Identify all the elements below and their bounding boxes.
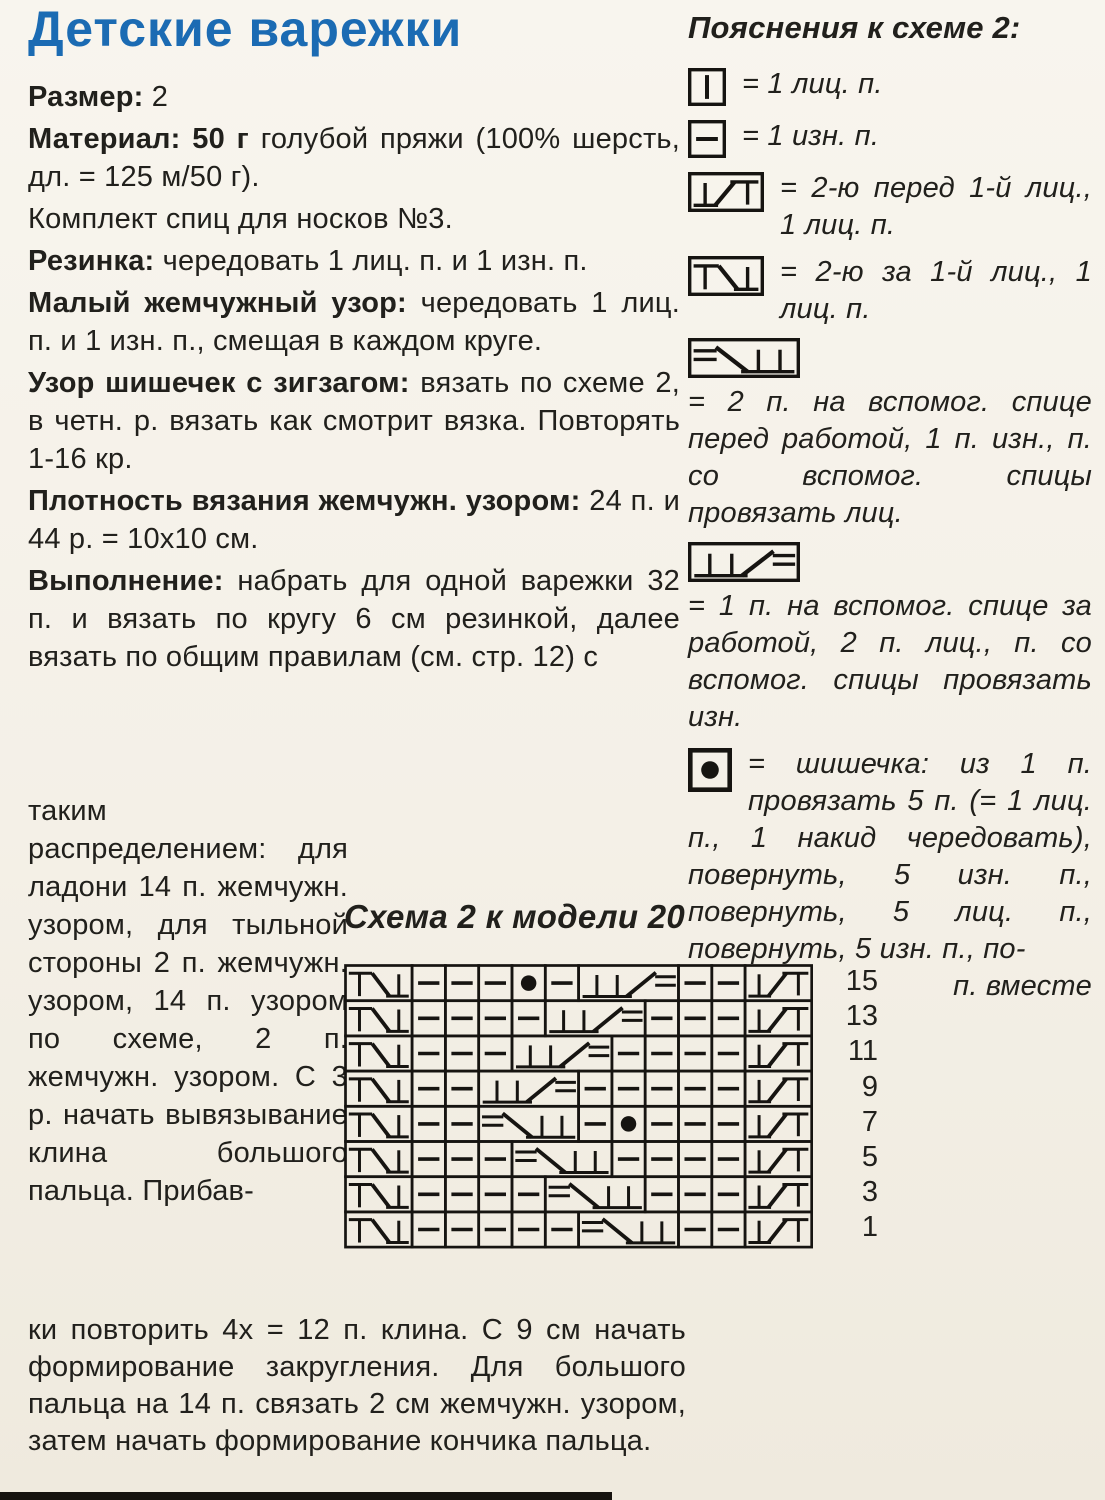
- legend-item-text: = 1 лиц. п.: [742, 68, 883, 100]
- chart-row-numbers: [818, 964, 878, 1246]
- paragraph: [28, 200, 680, 238]
- paragraph-text: чередовать 1 лиц. п. и 1 изн. п., смещая в каждом круге.: [28, 287, 680, 357]
- paragraph-lead: Узор шишечек с зигзагом:: [28, 367, 410, 399]
- legend-item-tail: п. вместе: [953, 970, 1092, 1002]
- legend-item-text: = 1 п. на вспомог. спице за работой, 2 п. лиц., п. со вспомог. спицы провязать изн.: [688, 590, 1092, 733]
- paragraph: [28, 284, 680, 360]
- legend-heading: Пояснения к схеме 2:: [688, 10, 1021, 45]
- paragraph: [28, 78, 680, 116]
- chart-row-number: 11: [847, 1035, 878, 1068]
- legend-item-text: = шишечка: из 1 п. провязать 5 п. (= 1 лиц. п., 1 накид чередовать), повернуть, 5 изн. п., повернуть, 5 лиц. п., повернуть, 5 изн. п., по-: [688, 748, 1092, 965]
- paragraph-text: Комплект спиц для носков №3.: [28, 203, 453, 235]
- chart-row-number: 5: [861, 1140, 878, 1173]
- legend-item-text: = 2-ю за 1-й лиц., 1 лиц. п.: [780, 256, 1092, 325]
- paragraph: [28, 562, 680, 676]
- bobble-icon: [688, 748, 732, 792]
- legend-panel: [688, 10, 1092, 1015]
- cable-front-icon: [688, 338, 800, 378]
- cross-front-icon: [688, 172, 764, 212]
- article-text-narrow: таким распределением: для ладони 14 п. жемчужн. узором, для тыльной стороны 2 п. жемчужн. узором, 14 п. узором по схеме, 2 п. жемчужн. узором. С 3 р. начать вывязывание клина большого пальца. Прибав-: [28, 795, 348, 1207]
- paragraph-text: чередовать 1 лиц. п. и 1 изн. п.: [154, 245, 588, 277]
- legend-item-text: = 2-ю перед 1-й лиц., 1 лиц. п.: [780, 172, 1092, 241]
- legend-item: [688, 118, 1092, 160]
- paragraph: [28, 482, 680, 558]
- legend-item-text: = 2 п. на вспомог. спице перед работой, 1 п. изн., п. со вспомог. спицы провязать лиц.: [688, 386, 1092, 529]
- paragraph-text: 2: [143, 81, 169, 113]
- legend-item: [688, 542, 1092, 736]
- chart-row-number: 7: [861, 1105, 878, 1138]
- legend-item-text: = 1 изн. п.: [742, 120, 880, 152]
- legend-item: [688, 254, 1092, 328]
- paragraph-lead: Резинка:: [28, 245, 155, 277]
- purl-stitch-icon: [688, 120, 726, 158]
- article-text-bottom: ки повторить 4х = 12 п. клина. С 9 см начать формирование закругления. Для большого пальца на 14 п. связать 2 см жемчужн. узором, затем начать формирование кончика пальца.: [28, 1314, 686, 1457]
- paragraph: [28, 120, 680, 196]
- chart-row-number: 9: [861, 1070, 878, 1103]
- paragraph: [28, 242, 680, 280]
- knit-stitch-icon: [688, 68, 726, 106]
- paragraph: [28, 364, 680, 478]
- cross-back-icon: [688, 256, 764, 296]
- paragraph-lead: Плотность вязания жемчужн. узором:: [28, 485, 581, 517]
- legend-item: [688, 338, 1092, 532]
- paragraph-lead: Материал: 50 г: [28, 123, 249, 155]
- chart-row-number: 1: [861, 1211, 878, 1244]
- paragraph-lead: Размер:: [28, 81, 144, 113]
- chart-row-number: 3: [861, 1176, 878, 1209]
- paragraph-lead: Выполнение:: [28, 565, 224, 597]
- paragraph-text: голубой пряжи (100% шерсть, дл. = 125 м/50 г).: [28, 123, 680, 193]
- chart-row-number: 15: [845, 965, 878, 997]
- article-text: [28, 78, 680, 680]
- paragraph-text: вязать по схеме 2, в четн. р. вязать как смотрит вязка. Повторять 1-16 кр.: [28, 367, 680, 475]
- legend-item: [688, 170, 1092, 244]
- paragraph-text: 24 п. и 44 р. = 10х10 см.: [28, 485, 680, 555]
- chart-row-number: 13: [845, 1000, 878, 1033]
- scan-edge-artifact: [0, 1492, 612, 1500]
- chart-title: Схема 2 к модели 20: [344, 898, 686, 935]
- cable-back-icon: [688, 542, 800, 582]
- legend-item: [688, 66, 1092, 108]
- paragraph-lead: Малый жемчужный узор:: [28, 287, 407, 319]
- knitting-chart: [344, 964, 813, 1254]
- paragraph-text: набрать для одной варежки 32 п. и вязать по кругу 6 см резинкой, далее вязать по общим правилам (см. стр. 12) с: [28, 565, 680, 673]
- page-title: Детские варежки: [28, 1, 463, 57]
